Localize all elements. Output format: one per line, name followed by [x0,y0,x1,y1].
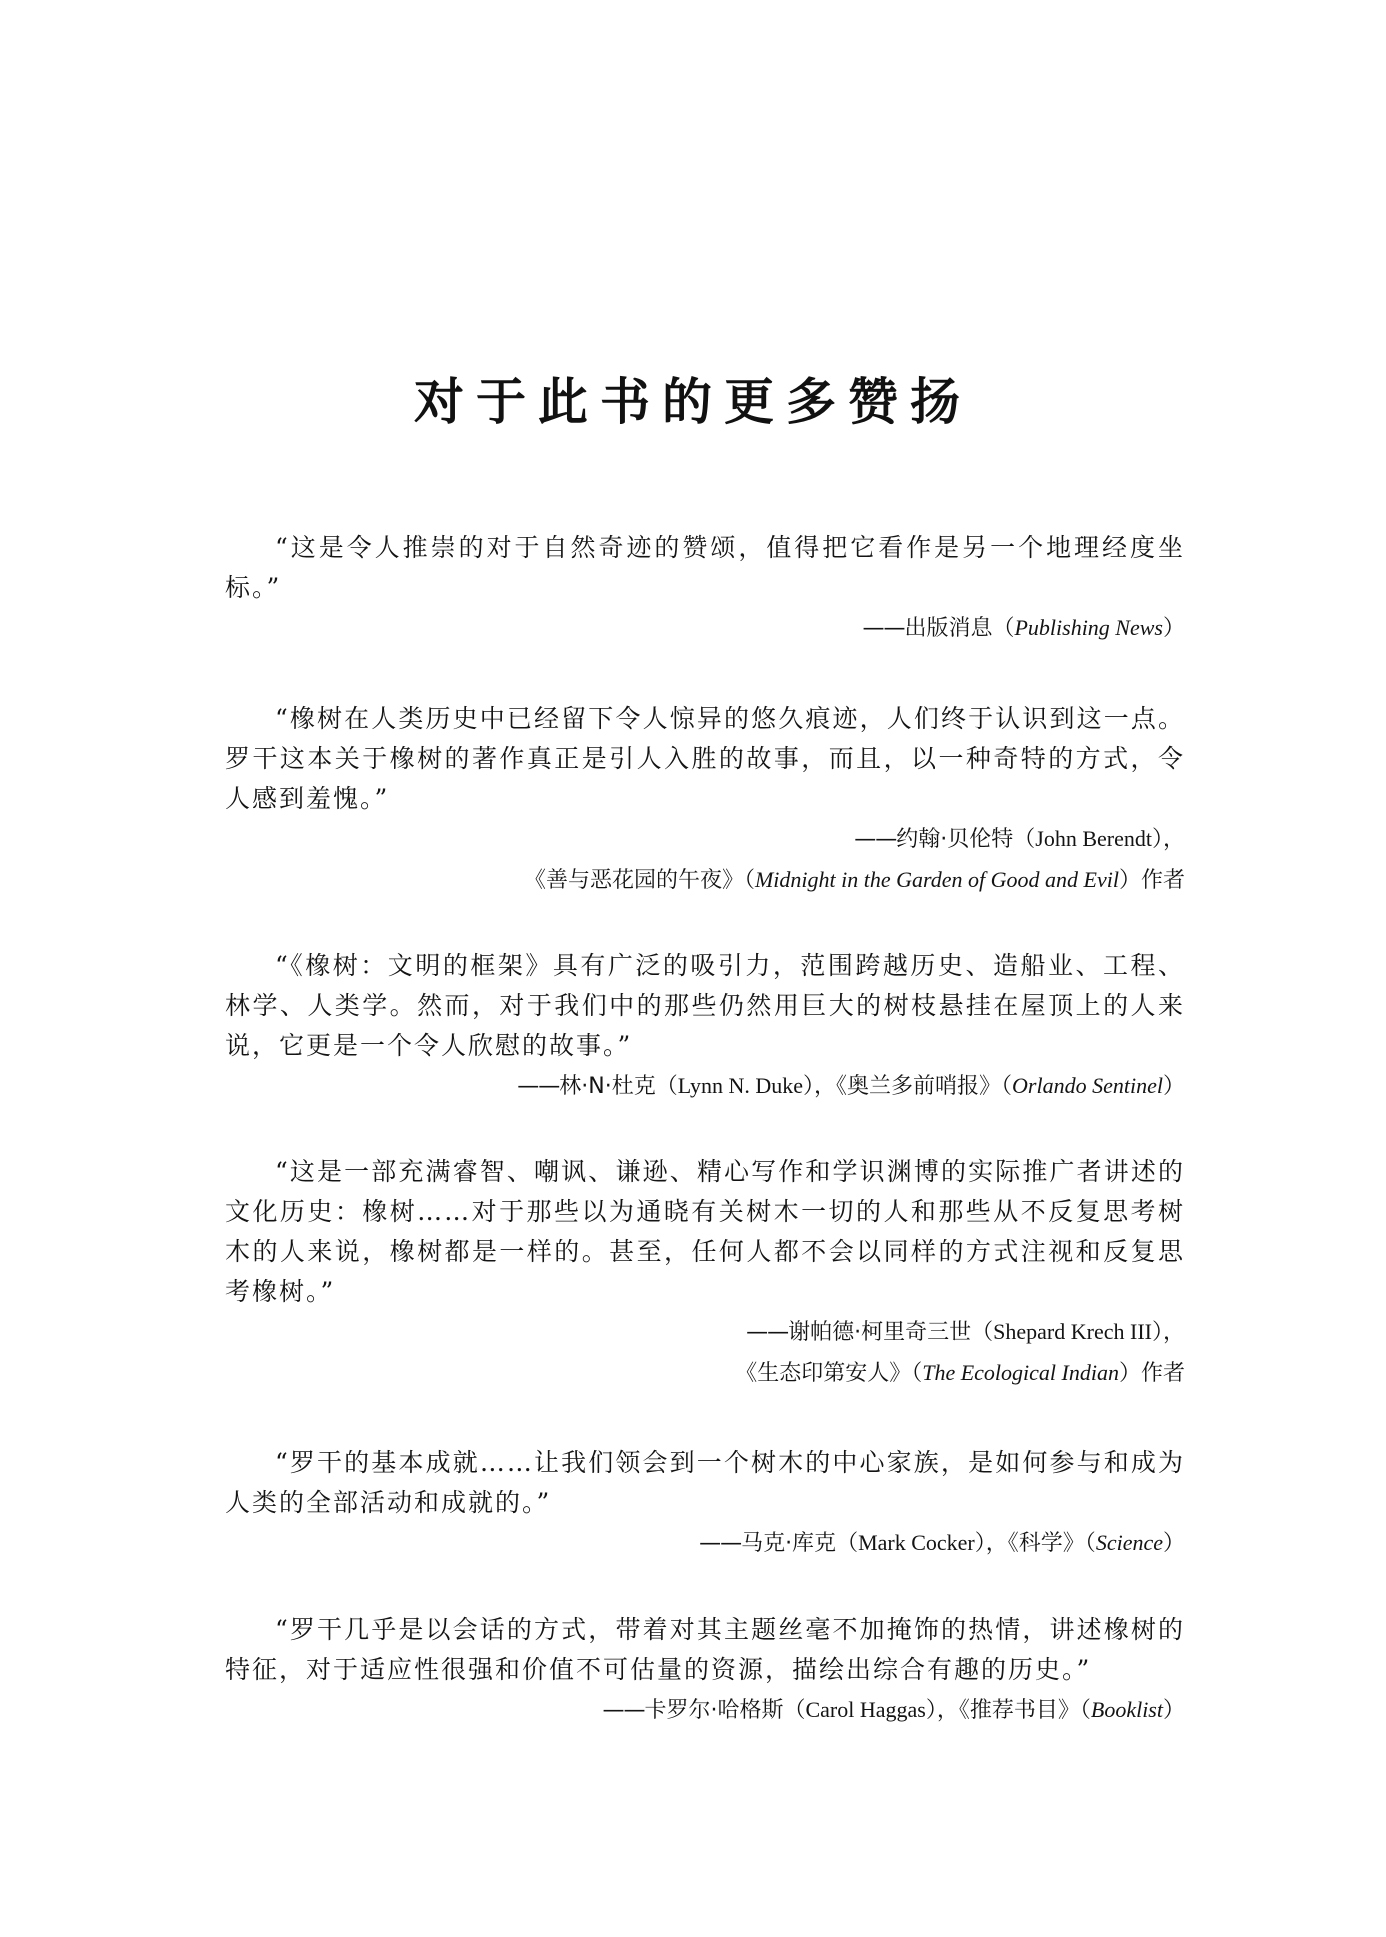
attribution-dash: —— [862,616,905,641]
page-title: 对于此书的更多赞扬 [414,373,972,431]
review-6 [225,1610,1185,1731]
author-name-en: Shepard Krech III [993,1319,1152,1344]
open-paren: （ [743,867,755,892]
author-name-en: John Berendt [1035,826,1152,851]
close-paren: ） [1162,615,1185,640]
review-attribution [225,1312,1185,1353]
author-name-cn: 约翰·贝伦特 [896,827,1014,852]
close-paren: ） [1162,1697,1185,1722]
review-quote: “罗干的基本成就……让我们领会到一个树木的中心家族，是如何参与和成为人类的全部活动和成就的。” [225,1448,1185,1517]
attribution-dash: —— [517,1074,560,1099]
open-paren: （ [911,1360,923,1385]
author-name-cn: 马克·库克 [741,1531,837,1556]
close-paren: ）， [1151,826,1185,851]
publication-en: Orlando Sentinel [1012,1073,1163,1098]
review-quote: “这是令人推崇的对于自然奇迹的赞颂，值得把它看作是另一个地理经度坐标。” [225,533,1185,602]
open-paren: （ [992,615,1015,640]
publication-cn: 《科学》 [1007,1531,1085,1556]
review-2 [225,699,1185,901]
author-name-cn: 卡罗尔·哈格斯 [644,1698,784,1723]
book-title-cn: 《生态印第安人》 [735,1361,912,1386]
attribution-dash: —— [699,1531,742,1556]
close-paren: ）， [974,1530,1008,1555]
publication-cn: 《推荐书目》 [958,1698,1080,1723]
review-quote: “《橡树：文明的框架》具有广泛的吸引力，范围跨越历史、造船业、工程、林学、人类学。然而，对于我们中的那些仍然用巨大的树枝悬挂在屋顶上的人来说，它更是一个令人欣慰的故事。” [225,951,1185,1060]
close-paren: ）， [925,1697,959,1722]
source-name-cn: 出版消息 [904,616,993,641]
open-paren: （ [1013,826,1036,851]
close-paren: ）， [1151,1319,1185,1344]
review-attribution [225,1690,1185,1731]
review-attribution [225,1066,1185,1107]
source-name-en: Publishing News [1014,615,1163,640]
close-paren: ） [1118,867,1141,892]
open-paren: （ [1084,1530,1096,1555]
book-title-en: Midnight in the Garden of Good and Evil [754,867,1119,892]
publication-en: Science [1095,1530,1163,1555]
book-title-en: The Ecological Indian [922,1360,1119,1385]
review-quote: “橡树在人类历史中已经留下令人惊异的悠久痕迹，人们终于认识到这一点。罗干这本关于橡树的著作真正是引人入胜的故事，而且，以一种奇特的方式，令人感到羞愧。” [225,704,1185,813]
author-name-cn: 林·N·杜克 [559,1074,656,1099]
close-paren: ）， [803,1073,837,1098]
author-name-en: Lynn N. Duke [677,1073,803,1098]
author-suffix: 作者 [1140,1361,1185,1386]
publication-en: Booklist [1090,1697,1163,1722]
review-attribution-book [225,1353,1185,1394]
attribution-dash: —— [746,1320,789,1345]
review-attribution [225,608,1185,649]
open-paren: （ [1079,1697,1091,1722]
open-paren: （ [1001,1073,1013,1098]
close-paren: ） [1162,1530,1185,1555]
review-quote: “这是一部充满睿智、嘲讽、谦逊、精心写作和学识渊博的实际推广者讲述的文化历史：橡树……对于那些以为通晓有关树木一切的人和那些从不反复思考树木的人来说，橡树都是一样的。甚至，任何人都不会以同样的方式注视和反复思考橡树。” [225,1157,1185,1306]
book-title-cn: 《善与恶花园的午夜》 [523,868,744,893]
review-attribution-book [225,860,1185,901]
review-1 [225,528,1185,649]
author-suffix: 作者 [1140,868,1185,893]
author-name-en: Mark Cocker [858,1530,975,1555]
review-attribution [225,1523,1185,1564]
attribution-dash: —— [602,1698,645,1723]
open-paren: （ [655,1073,678,1098]
review-quote: “罗干几乎是以会话的方式，带着对其主题丝毫不加掩饰的热情，讲述橡树的特征，对于适应性很强和价值不可估量的资源，描绘出综合有趣的历史。” [225,1615,1185,1684]
author-name-en: Carol Haggas [805,1697,926,1722]
review-attribution [225,819,1185,860]
author-name-cn: 谢帕德·柯里奇三世 [788,1320,972,1345]
attribution-dash: —— [854,827,897,852]
close-paren: ） [1162,1073,1185,1098]
open-paren: （ [836,1530,859,1555]
publication-cn: 《奥兰多前哨报》 [836,1074,1002,1099]
review-3 [225,946,1185,1107]
close-paren: ） [1118,1360,1141,1385]
open-paren: （ [783,1697,806,1722]
review-4 [225,1152,1185,1394]
review-5 [225,1443,1185,1564]
open-paren: （ [971,1319,994,1344]
